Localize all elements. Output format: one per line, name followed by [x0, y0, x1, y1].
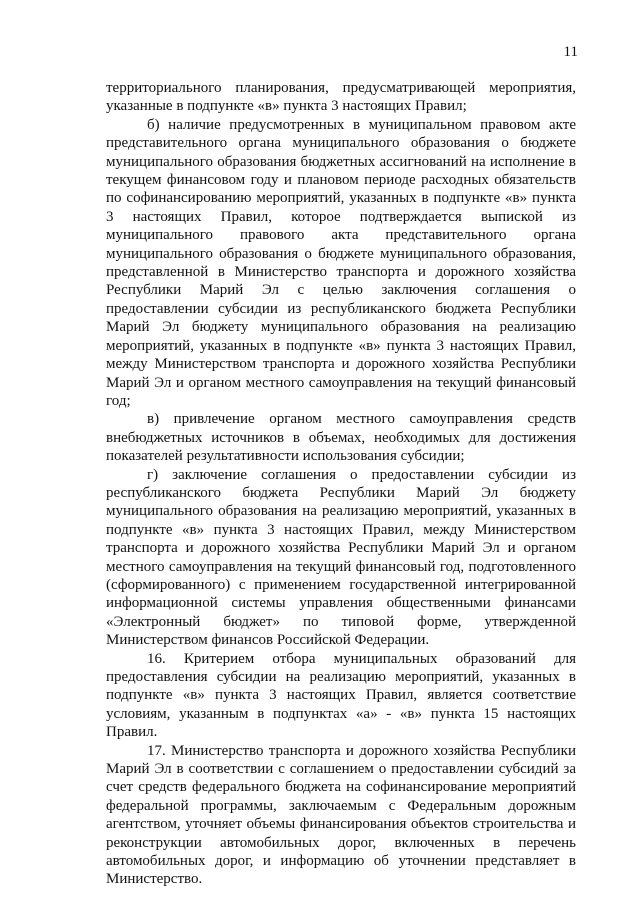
- paragraph-item-g: г) заключение соглашения о предоставлении субсидии из республиканского бюджета Республики Марий Эл бюджету муниципального образования на реализацию мероприятий, указанных в подпункте «в» пункта 3 настоящих Правил, между Министерством транспорта и дорожного хозяйства Республики Марий Эл и органом местного самоуправления на текущий финансовый год, подготовленного (сформированного) с применением государственной интегрированной информационной системы управления общественными финансами «Электронный бюджет» по типовой форме, утвержденной Министерством финансов Российской Федерации.: [106, 466, 576, 649]
- paragraph-continuation: территориального планирования, предусматривающей мероприятия, указанные в подпункте «в» пункта 3 настоящих Правил;: [106, 80, 576, 115]
- document-body: [106, 79, 576, 889]
- paragraph-item-b: б) наличие предусмотренных в муниципальном правовом акте представительного органа муниципального образования о бюджете муниципального образования бюджетных ассигнований на исполнение в текущем финансовом году и плановом периоде расходных обязательств по софинансированию мероприятий, указанных в подпункте «в» пункта 3 настоящих Правил, которое подтверждается выпиской из муниципального правового акта представительного органа муниципального образования о бюджете муниципального образования, представленной в Министерство транспорта и дорожного хозяйства Республики Марий Эл с целью заключения соглашения о предоставлении субсидии из республиканского бюджета Республики Марий Эл бюджету муниципального образования на реализацию мероприятий, указанных в подпункте «в» пункта 3 настоящих Правил, между Министерством транспорта и дорожного хозяйства Республики Марий Эл и органом местного самоуправления на текущий финансовый год;: [106, 116, 576, 409]
- page-number: 11: [563, 44, 578, 60]
- paragraph-clause-16: 16. Критерием отбора муниципальных образований для предоставления субсидии на реализацию мероприятий, указанных в подпункте «в» пункта 3 настоящих Правил, является соответствие условиям, указанным в подпунктах «а» - «в» пункта 15 настоящих Правил.: [106, 650, 576, 741]
- paragraph-clause-17: 17. Министерство транспорта и дорожного хозяйства Республики Марий Эл в соответствии с соглашением о предоставлении субсидий за счет средств федерального бюджета на софинансирование мероприятий федеральной программы, заключаемым с Федеральным дорожным агентством, уточняет объемы финансирования объектов строительства и реконструкции автомобильных дорог, включенных в перечень автомобильных дорог, и информацию об уточнении представляет в Министерство.: [106, 742, 576, 888]
- paragraph-item-v: в) привлечение органом местного самоуправления средств внебюджетных источников в объемах, необходимых для достижения показателей результативности использования субсидии;: [106, 411, 576, 465]
